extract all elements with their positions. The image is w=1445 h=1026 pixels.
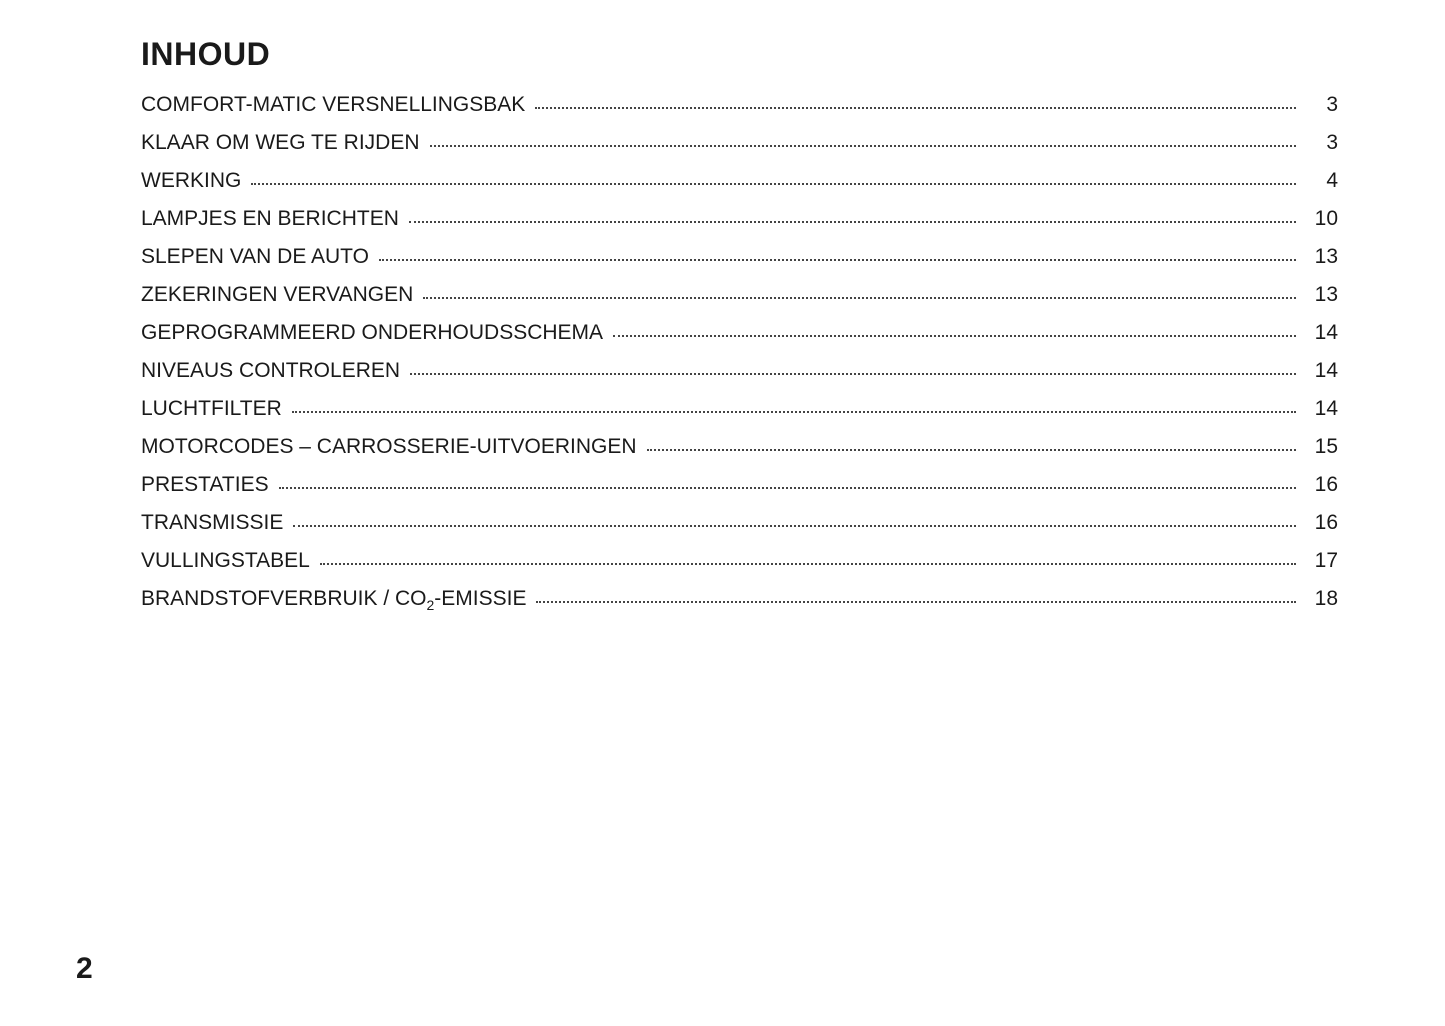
toc-dot-leader bbox=[251, 182, 1296, 185]
toc-entry-label: WERKING bbox=[141, 169, 242, 192]
toc-dot-leader bbox=[536, 600, 1296, 603]
toc-dot-leader bbox=[613, 334, 1296, 337]
toc-entry-label: MOTORCODES – CARROSSERIE-UITVOERINGEN bbox=[141, 435, 637, 458]
page-title: INHOUD bbox=[141, 36, 271, 72]
toc-dot-leader bbox=[293, 524, 1296, 527]
toc-entry[interactable] bbox=[141, 283, 1338, 321]
toc-dot-leader bbox=[430, 144, 1297, 147]
toc-entry-page: 17 bbox=[1314, 549, 1338, 572]
toc-entry-label bbox=[141, 587, 536, 611]
toc-entry-page: 3 bbox=[1326, 93, 1338, 116]
toc-dot-leader bbox=[410, 372, 1296, 375]
toc-entry-label-suffix: -EMISSIE bbox=[434, 587, 527, 610]
toc-dot-leader bbox=[292, 410, 1296, 413]
toc-dot-leader bbox=[279, 486, 1296, 489]
toc-entry-label: GEPROGRAMMEERD ONDERHOUDSSCHEMA bbox=[141, 321, 604, 344]
toc-entry-label: LAMPJES EN BERICHTEN bbox=[141, 207, 399, 230]
toc-dot-leader bbox=[535, 106, 1296, 109]
toc-entry-page: 13 bbox=[1314, 283, 1338, 306]
toc-entry-page: 3 bbox=[1326, 131, 1338, 154]
toc-entry[interactable] bbox=[141, 511, 1338, 549]
toc-entry-page: 4 bbox=[1326, 169, 1338, 192]
toc-entry-label-subscript: 2 bbox=[426, 597, 435, 613]
toc-entry[interactable] bbox=[141, 435, 1338, 473]
toc-dot-leader bbox=[379, 258, 1296, 261]
toc-entry[interactable] bbox=[141, 131, 1338, 169]
toc-entry[interactable] bbox=[141, 207, 1338, 245]
toc-dot-leader bbox=[423, 296, 1296, 299]
toc-entry[interactable] bbox=[141, 473, 1338, 511]
toc-entry[interactable] bbox=[141, 321, 1338, 359]
toc-entry-page: 15 bbox=[1314, 435, 1338, 458]
toc-entry[interactable] bbox=[141, 245, 1338, 283]
toc-entry-label: NIVEAUS CONTROLEREN bbox=[141, 359, 401, 382]
toc-entry-page: 14 bbox=[1314, 321, 1338, 344]
toc-dot-leader bbox=[647, 448, 1296, 451]
toc-entry-label: LUCHTFILTER bbox=[141, 397, 282, 420]
toc-entry[interactable] bbox=[141, 169, 1338, 207]
toc-dot-leader bbox=[409, 220, 1296, 223]
toc-entry-page: 18 bbox=[1314, 587, 1338, 610]
toc-entry[interactable] bbox=[141, 549, 1338, 587]
toc-entry-label: COMFORT-MATIC VERSNELLINGSBAK bbox=[141, 93, 526, 116]
toc-entry-page: 16 bbox=[1314, 511, 1338, 534]
toc-entry-page: 16 bbox=[1314, 473, 1338, 496]
toc-entry-page: 10 bbox=[1314, 207, 1338, 230]
toc-entry-label: KLAAR OM WEG TE RIJDEN bbox=[141, 131, 420, 154]
toc-entry[interactable] bbox=[141, 93, 1338, 131]
toc-entry-page: 13 bbox=[1314, 245, 1338, 268]
toc-entry-label: PRESTATIES bbox=[141, 473, 269, 496]
toc-entry[interactable] bbox=[141, 587, 1338, 625]
page-number: 2 bbox=[76, 952, 93, 985]
toc-entry-label: VULLINGSTABEL bbox=[141, 549, 310, 572]
toc-entry-label-prefix: BRANDSTOFVERBRUIK / CO bbox=[141, 587, 427, 610]
toc-entry-label: TRANSMISSIE bbox=[141, 511, 284, 534]
toc-entry-label: SLEPEN VAN DE AUTO bbox=[141, 245, 369, 268]
toc-dot-leader bbox=[320, 562, 1296, 565]
toc-entry-label: ZEKERINGEN VERVANGEN bbox=[141, 283, 414, 306]
toc-entry-page: 14 bbox=[1314, 359, 1338, 382]
table-of-contents bbox=[141, 93, 1338, 625]
toc-entry-page: 14 bbox=[1314, 397, 1338, 420]
toc-entry[interactable] bbox=[141, 359, 1338, 397]
toc-entry[interactable] bbox=[141, 397, 1338, 435]
